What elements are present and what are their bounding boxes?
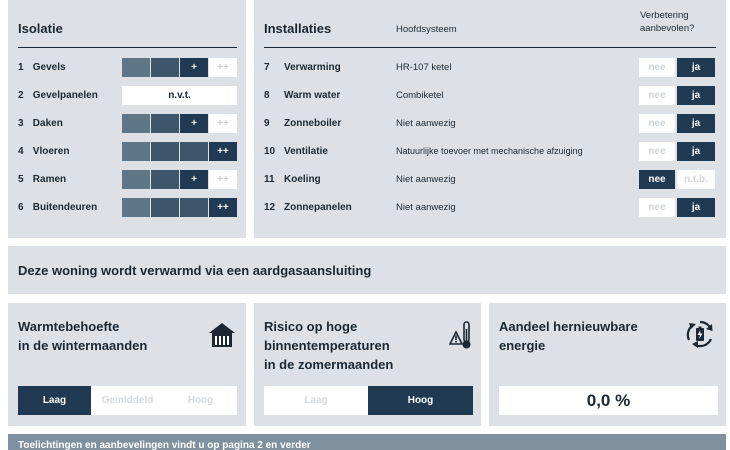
- option-laag: Laag: [264, 386, 368, 415]
- rating-segment-plusplus: ++: [209, 114, 237, 133]
- footer-bar: [8, 434, 726, 450]
- recommendation-toggle: [639, 58, 715, 77]
- thermometer-warning-icon: [449, 320, 473, 355]
- row-value: Niet aanwezig: [396, 174, 456, 185]
- rating-segment-plusplus: ++: [209, 198, 237, 217]
- row-label: Zonneboiler: [284, 118, 342, 129]
- rating-scale: [122, 198, 237, 217]
- row-number: 10: [264, 146, 276, 157]
- row-number: 12: [264, 202, 276, 213]
- rating-scale: [122, 58, 237, 77]
- option-ja: ja: [677, 198, 715, 217]
- installaties-rule: [264, 47, 716, 48]
- row-value: Niet aanwezig: [396, 202, 456, 213]
- option-nee: nee: [639, 86, 675, 105]
- rating-segment: [151, 198, 179, 217]
- option-ja: ja: [677, 114, 715, 133]
- row-label: Verwarming: [284, 62, 341, 73]
- rating-segment-plusplus: ++: [209, 170, 237, 189]
- column-header-verbetering: Verbetering aanbevolen?: [640, 10, 695, 34]
- row-label: Ramen: [32, 174, 67, 185]
- row-number: 4: [18, 146, 24, 157]
- option-nee: nee: [639, 142, 675, 161]
- recycle-energy-icon: [685, 319, 715, 354]
- isolatie-title: Isolatie: [18, 21, 63, 36]
- risico-title: Risico op hoge binnentemperaturen in de zomermaanden: [264, 319, 394, 372]
- isolatie-rule: [18, 47, 237, 48]
- warmtebehoefte-panel: [8, 303, 246, 426]
- row-value: Natuurlijke toevoer met mechanische afzuiging: [396, 146, 583, 156]
- option-nee: nee: [639, 170, 675, 189]
- row-number: 2: [18, 90, 24, 101]
- recommendation-toggle: [639, 170, 715, 189]
- row-label: Vloeren: [32, 146, 70, 157]
- row-label: Gevelpanelen: [32, 90, 98, 101]
- risico-panel: [254, 303, 481, 426]
- rating-scale: [122, 114, 237, 133]
- rating-segment: [122, 170, 150, 189]
- row-number: 8: [264, 90, 270, 101]
- rating-segment: [180, 142, 208, 161]
- footer-text: Toelichtingen en aanbevelingen vindt u op pagina 2 en verder: [18, 440, 311, 450]
- recommendation-toggle: [639, 198, 715, 217]
- row-label: Ventilatie: [284, 146, 328, 157]
- row-number: 6: [18, 202, 24, 213]
- option-gemiddeld: Gemiddeld: [91, 386, 164, 415]
- rating-scale: [122, 170, 237, 189]
- row-value: HR-107 ketel: [396, 62, 452, 73]
- rating-segment-plus: +: [180, 58, 208, 77]
- row-value: Niet aanwezig: [396, 118, 456, 129]
- row-label: Buitendeuren: [32, 202, 98, 213]
- installaties-title: Installaties: [264, 21, 332, 36]
- option-nee: nee: [639, 198, 675, 217]
- rating-segment: [151, 58, 179, 77]
- recommendation-toggle: [639, 86, 715, 105]
- rating-scale: [122, 142, 237, 161]
- option-ntb: n.t.b.: [677, 170, 715, 189]
- rating-segment: [122, 142, 150, 161]
- row-number: 5: [18, 174, 24, 185]
- option-laag: Laag: [18, 386, 91, 415]
- rating-segment: [122, 114, 150, 133]
- row-label: Daken: [32, 118, 63, 129]
- option-nee: nee: [639, 58, 675, 77]
- option-ja: ja: [677, 58, 715, 77]
- row-label: Warm water: [284, 90, 341, 101]
- recommendation-toggle: [639, 142, 715, 161]
- rating-segment-plusplus: ++: [209, 58, 237, 77]
- renewable-share-value: 0,0 %: [499, 386, 718, 415]
- not-applicable-badge: n.v.t.: [122, 86, 237, 105]
- rating-segment: [122, 58, 150, 77]
- row-number: 11: [264, 174, 275, 185]
- option-nee: nee: [639, 114, 675, 133]
- option-hoog: Hoog: [368, 386, 473, 415]
- row-number: 7: [264, 62, 270, 73]
- rating-segment-plusplus: ++: [209, 142, 237, 161]
- column-header-hoofdsysteem: Hoofdsysteem: [396, 24, 457, 35]
- rating-segment: [180, 198, 208, 217]
- row-label: Zonnepanelen: [284, 202, 352, 213]
- row-label: Koeling: [284, 174, 321, 185]
- rating-segment-plus: +: [180, 170, 208, 189]
- row-label: Gevels: [32, 62, 66, 73]
- hernieuwbaar-panel: [489, 303, 726, 426]
- recommendation-toggle: [639, 114, 715, 133]
- option-ja: ja: [677, 86, 715, 105]
- rating-segment: [151, 114, 179, 133]
- row-number: 9: [264, 118, 270, 129]
- row-value: Combiketel: [396, 90, 444, 101]
- rating-segment: [151, 170, 179, 189]
- rating-segment-plus: +: [180, 114, 208, 133]
- option-hoog: Hoog: [164, 386, 237, 415]
- hernieuwbaar-title: Aandeel hernieuwbare energie: [499, 319, 638, 353]
- rating-segment: [122, 198, 150, 217]
- row-number: 1: [18, 62, 24, 73]
- risico-scale: [264, 386, 473, 415]
- row-number: 3: [18, 118, 24, 129]
- option-ja: ja: [677, 142, 715, 161]
- warmtebehoefte-scale: [18, 386, 237, 415]
- warmtebehoefte-title: Warmtebehoefte in de wintermaanden: [18, 319, 148, 353]
- house-heating-icon: [207, 321, 237, 354]
- rating-segment: [151, 142, 179, 161]
- heating-banner: [8, 246, 726, 294]
- heating-banner-text: Deze woning wordt verwarmd via een aardgasaansluiting: [18, 263, 372, 278]
